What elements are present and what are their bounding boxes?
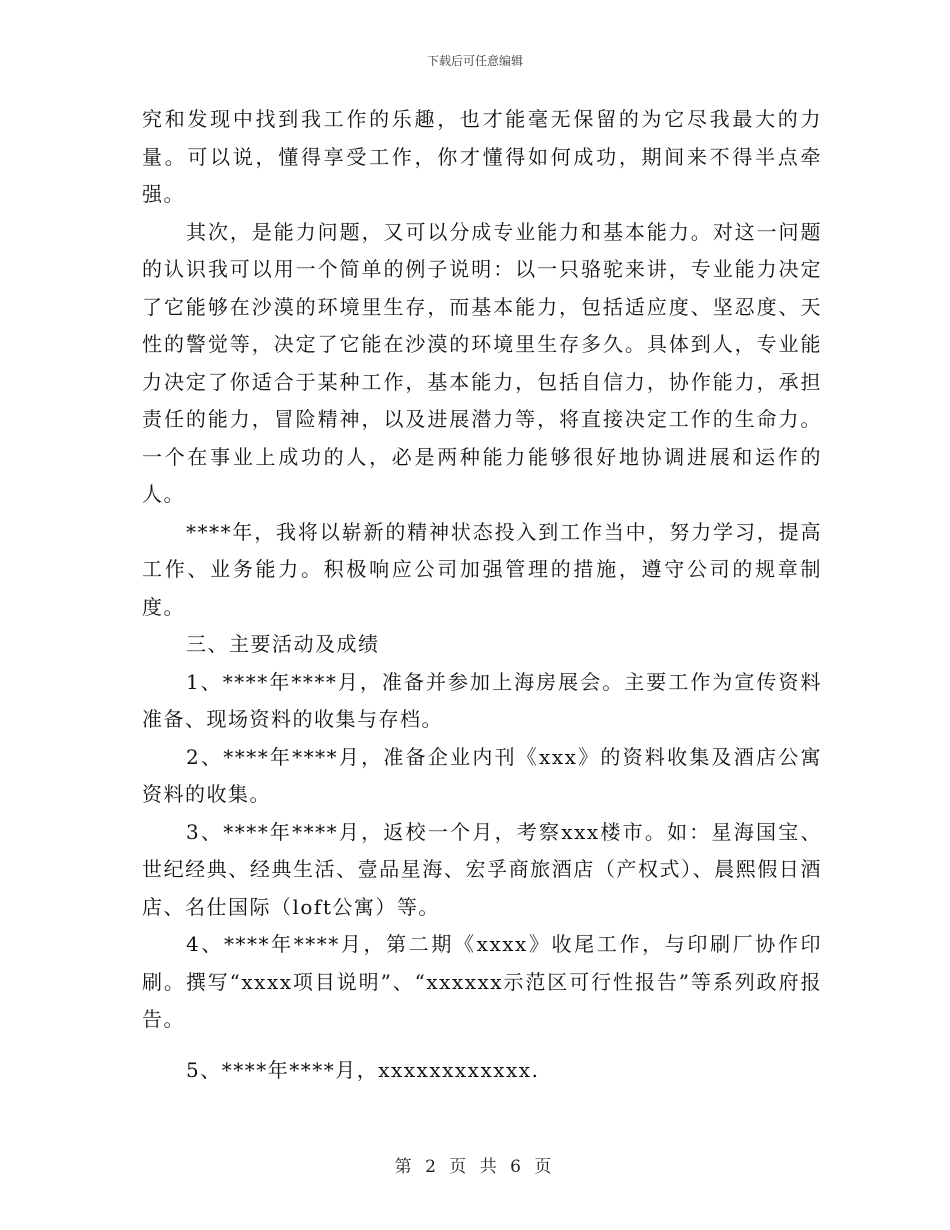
header-note: 下载后可任意编辑 [426, 54, 523, 68]
page-number: 第 2 页 共 6 页 [394, 1157, 556, 1177]
list-item-5: 5、****年****月，xxxxxxxxxxxx. [186, 1057, 540, 1082]
document-body [142, 101, 822, 1089]
section-heading: 三、主要活动及成绩 [186, 632, 380, 656]
list-item-1: 1、****年****月，准备并参加上海房展会。主要工作为宣传资料准备、现场资料的收集与存档。 [142, 669, 822, 731]
list-item-2: 2、****年****月，准备企业内刊《xxx》的资料收集及酒店公寓资料的收集。 [142, 744, 822, 806]
paragraph-2: 其次，是能力问题，又可以分成专业能力和基本能力。对这一问题的认识我可以用一个简单的例子说明：以一只骆驼来讲，专业能力决定了它能够在沙漠的环境里生存，而基本能力，包括适应度、坚忍度、天性的警觉等，决定了它能在沙漠的环境里生存多久。具体到人，专业能力决定了你适合于某种工作，基本能力，包括自信力，协作能力，承担责任的能力，冒险精神，以及进展潜力等，将直接决定工作的生命力。一个在事业上成功的人，必是两种能力能够很好地协调进展和运作的人。 [142, 219, 822, 506]
paragraph-3: ****年，我将以崭新的精神状态投入到工作当中，努力学习，提高工作、业务能力。积极响应公司加强管理的措施，遵守公司的规章制度。 [142, 519, 822, 619]
list-item-3: 3、****年****月，返校一个月，考察xxx楼市。如：星海国宝、世纪经典、经典生活、壹品星海、宏孚商旅酒店（产权式）、晨熙假日酒店、名仕国际（loft公寓）等。 [142, 819, 822, 919]
paragraph-1: 究和发现中找到我工作的乐趣，也才能毫无保留的为它尽我最大的力量。可以说，懂得享受工作，你才懂得如何成功，期间来不得半点牵强。 [142, 107, 822, 206]
list-item-4: 4、****年****月，第二期《xxxx》收尾工作，与印刷厂协作印刷。撰写“xxxx项目说明”、“xxxxxx示范区可行性报告”等系列政府报告。 [142, 932, 822, 1031]
